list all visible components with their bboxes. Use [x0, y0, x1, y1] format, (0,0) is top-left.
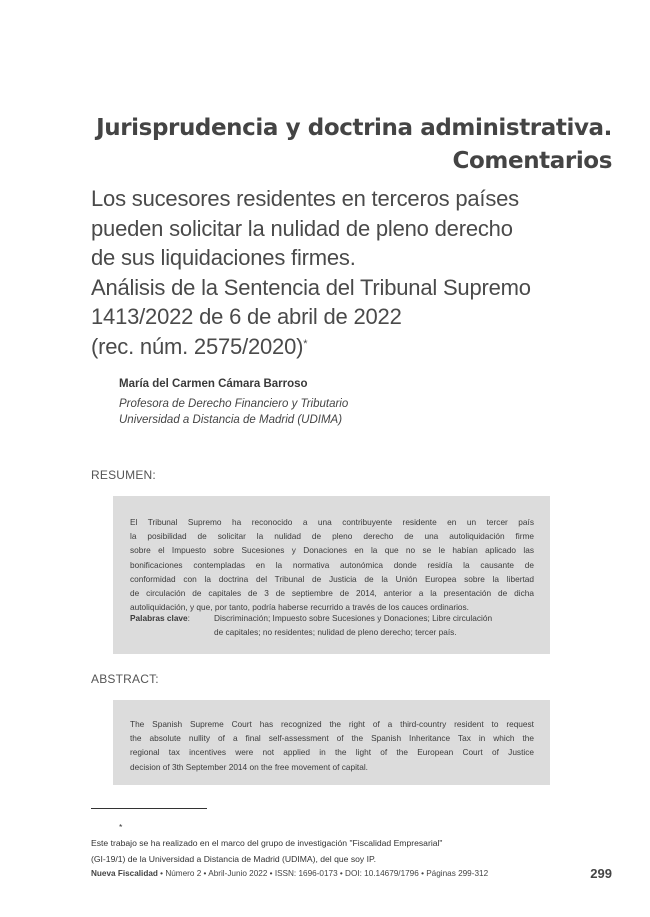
article-title-line-text: (rec. núm. 2575/2020)	[91, 333, 304, 359]
resumen-line: autoliquidación, y que, por tanto, podría haberse recurrido a través de los cauces ordinarios.	[130, 602, 469, 613]
author-name: María del Carmen Cámara Barroso	[119, 378, 308, 390]
resumen-line: de circulación de capitales de 3 de septiembre de 2014, anterior a la presentación de dicha	[130, 588, 534, 599]
footnote-line-1-text: Este trabajo se ha realizado en el marco del grupo de investigación "Fiscalidad Empresarial"	[91, 838, 443, 848]
abstract-box	[113, 700, 550, 785]
resumen-label: RESUMEN:	[91, 468, 156, 482]
journal-name: Nueva Fiscalidad	[91, 869, 158, 878]
article-title-line: de sus liquidaciones firmes.	[91, 245, 356, 270]
running-footer	[91, 869, 488, 878]
footnote-line-2: (GI-19/1) de la Universidad a Distancia de Madrid (UDIMA), del que soy IP.	[91, 854, 376, 864]
article-title-line: pueden solicitar la nulidad de pleno derecho	[91, 215, 513, 241]
resumen-text	[130, 515, 534, 614]
abstract-line: regional tax incentives were not applied in the light of the European Court of Justice	[130, 747, 534, 758]
keywords-list	[214, 611, 534, 639]
abstract-line: The Spanish Supreme Court has recognized the right of a third-country resident to request	[130, 719, 534, 729]
footnote	[91, 819, 571, 867]
author-affiliation-line-2: Universidad a Distancia de Madrid (UDIMA)	[119, 414, 343, 426]
footnote-line-1	[91, 819, 571, 851]
keywords-label	[130, 611, 190, 625]
article-title-line: Los sucesores residentes en terceros países	[91, 186, 519, 211]
footnote-marker: *	[119, 822, 123, 832]
resumen-line: la posibilidad de solicitar la nulidad de pleno derecho de una autoliquidación firme	[130, 531, 534, 542]
section-title-line-2: Comentarios	[452, 148, 612, 174]
keywords-line: Discriminación; Impuesto sobre Sucesiones y Donaciones; Libre circulación	[214, 613, 493, 623]
article-title-line: 1413/2022 de 6 de abril de 2022	[91, 304, 402, 329]
keywords-colon: :	[187, 613, 190, 623]
footnote-marker[interactable]: *	[303, 337, 308, 350]
journal-details: • Número 2 • Abril-Junio 2022 • ISSN: 1696-0173 • DOI: 10.14679/1796 • Páginas 299-312	[157, 869, 489, 878]
section-title	[52, 112, 612, 178]
abstract-text	[130, 717, 534, 774]
abstract-line: the absolute nullity of a final self-assessment of the Spanish Inheritance Tax in which the	[130, 733, 534, 744]
keywords-label-text: Palabras clave	[130, 613, 188, 623]
abstract-line: decision of 3th September 2014 on the free movement of capital.	[130, 761, 368, 772]
article-title	[91, 184, 611, 361]
resumen-line: conformidad con la doctrina del Tribunal de Justicia de la Unión Europea sobre la libertad	[130, 573, 534, 584]
resumen-line: bonificaciones contempladas en la normativa autonómica donde residía la causante de	[130, 559, 534, 570]
section-title-line-1: Jurisprudencia y doctrina administrativa.	[96, 115, 612, 141]
keywords-line: de capitales; no residentes; nulidad de pleno derecho; tercer país.	[214, 627, 457, 638]
resumen-line: sobre el Impuesto sobre Sucesiones y Donaciones en la que no se le habían aplicado las	[130, 545, 534, 556]
article-title-line: Análisis de la Sentencia del Tribunal Supremo	[91, 274, 531, 300]
resumen-line: El Tribunal Supremo ha reconocido a una contribuyente residente en un tercer país	[130, 517, 534, 527]
abstract-label: ABSTRACT:	[91, 672, 159, 686]
author-affiliation-line-1: Profesora de Derecho Financiero y Tributario	[119, 398, 349, 410]
footnote-divider	[91, 808, 207, 809]
resumen-box	[113, 496, 550, 654]
article-title-line-last	[91, 332, 611, 362]
page-number: 299	[590, 866, 612, 881]
